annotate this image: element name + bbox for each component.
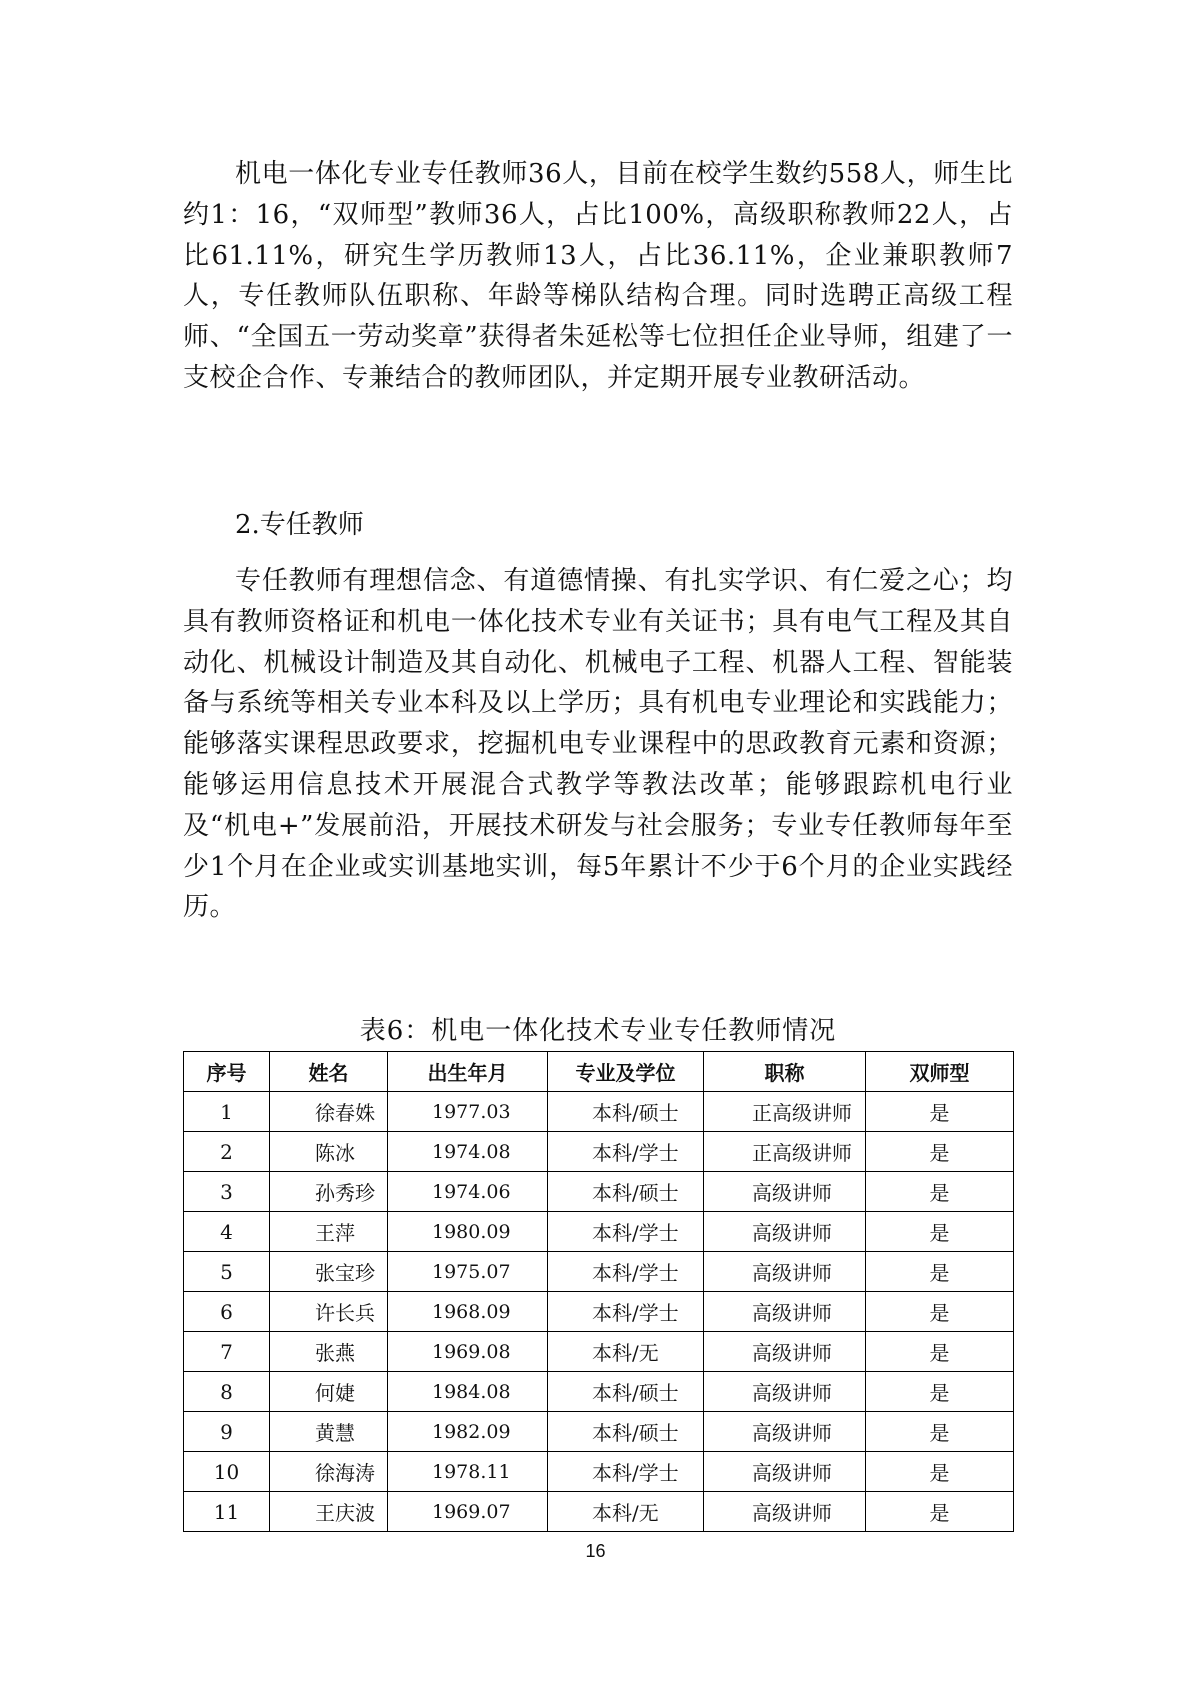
cell-degree: 本科/硕士 [548, 1372, 704, 1412]
cell-dual-qualified: 是 [866, 1172, 1014, 1212]
table-row [184, 1092, 1014, 1132]
cell-degree: 本科/学士 [548, 1292, 704, 1332]
cell-dual-qualified: 是 [866, 1332, 1014, 1372]
table-caption: 表6：机电一体化技术专业专任教师情况 [359, 1016, 837, 1046]
header-title: 职称 [704, 1052, 866, 1092]
cell-name: 徐海涛 [270, 1452, 388, 1492]
paragraph-teacher-requirements: 专任教师有理想信念、有道德情操、有扎实学识、有仁爱之心；均具有教师资格证和机电一体化技术专业有关证书；具有电气工程及其自动化、机械设计制造及其自动化、机械电子工程、机器人工程、智能装备与系统等相关专业本科及以上学历；具有机电专业理论和实践能力；能够落实课程思政要求，挖掘机电专业课程中的思政教育元素和资源；能够运用信息技术开展混合式教学等教法改革；能够跟踪机电行业及“机电+”发展前沿，开展技术研发与社会服务；专业专任教师每年至少1个月在企业或实训基地实训，每5年累计不少于6个月的企业实践经历。 [183, 566, 1013, 923]
cell-dual-qualified: 是 [866, 1292, 1014, 1332]
cell-index: 2 [184, 1132, 270, 1172]
table-row [184, 1172, 1014, 1212]
cell-degree: 本科/无 [548, 1332, 704, 1372]
cell-index: 9 [184, 1412, 270, 1452]
cell-dual-qualified: 是 [866, 1132, 1014, 1172]
cell-title: 高级讲师 [704, 1452, 866, 1492]
table-row [184, 1452, 1014, 1492]
table-row [184, 1252, 1014, 1292]
table-row [184, 1372, 1014, 1412]
cell-title: 高级讲师 [704, 1172, 866, 1212]
table-row [184, 1212, 1014, 1252]
cell-birth: 1968.09 [388, 1292, 548, 1332]
cell-title: 高级讲师 [704, 1412, 866, 1452]
cell-title: 高级讲师 [704, 1492, 866, 1532]
cell-dual-qualified: 是 [866, 1452, 1014, 1492]
cell-index: 8 [184, 1372, 270, 1412]
cell-name: 何婕 [270, 1372, 388, 1412]
cell-name: 孙秀珍 [270, 1172, 388, 1212]
cell-birth: 1975.07 [388, 1252, 548, 1292]
cell-name: 黄慧 [270, 1412, 388, 1452]
header-birth: 出生年月 [388, 1052, 548, 1092]
cell-index: 11 [184, 1492, 270, 1532]
teacher-table [183, 1051, 1014, 1532]
cell-birth: 1974.08 [388, 1132, 548, 1172]
cell-title: 高级讲师 [704, 1212, 866, 1252]
cell-title: 高级讲师 [704, 1292, 866, 1332]
cell-degree: 本科/无 [548, 1492, 704, 1532]
cell-index: 6 [184, 1292, 270, 1332]
cell-title: 高级讲师 [704, 1372, 866, 1412]
header-dual-qualified: 双师型 [866, 1052, 1014, 1092]
cell-name: 王庆波 [270, 1492, 388, 1532]
cell-title: 正高级讲师 [704, 1092, 866, 1132]
table-body [184, 1092, 1014, 1532]
cell-birth: 1969.08 [388, 1332, 548, 1372]
cell-birth: 1980.09 [388, 1212, 548, 1252]
table-row [184, 1492, 1014, 1532]
cell-name: 徐春姝 [270, 1092, 388, 1132]
cell-index: 4 [184, 1212, 270, 1252]
cell-birth: 1978.11 [388, 1452, 548, 1492]
cell-degree: 本科/学士 [548, 1212, 704, 1252]
cell-dual-qualified: 是 [866, 1492, 1014, 1532]
cell-name: 王萍 [270, 1212, 388, 1252]
cell-dual-qualified: 是 [866, 1412, 1014, 1452]
cell-birth: 1974.06 [388, 1172, 548, 1212]
cell-dual-qualified: 是 [866, 1092, 1014, 1132]
cell-index: 5 [184, 1252, 270, 1292]
section-heading-full-time-teachers: 2.专任教师 [235, 510, 364, 540]
cell-title: 高级讲师 [704, 1332, 866, 1372]
header-index: 序号 [184, 1052, 270, 1092]
cell-index: 10 [184, 1452, 270, 1492]
cell-degree: 本科/硕士 [548, 1092, 704, 1132]
cell-name: 张宝珍 [270, 1252, 388, 1292]
cell-birth: 1984.08 [388, 1372, 548, 1412]
cell-dual-qualified: 是 [866, 1372, 1014, 1412]
cell-title: 正高级讲师 [704, 1132, 866, 1172]
cell-birth: 1982.09 [388, 1412, 548, 1452]
table-row [184, 1132, 1014, 1172]
cell-degree: 本科/硕士 [548, 1172, 704, 1212]
cell-birth: 1977.03 [388, 1092, 548, 1132]
header-name: 姓名 [270, 1052, 388, 1092]
header-degree: 专业及学位 [548, 1052, 704, 1092]
cell-name: 张燕 [270, 1332, 388, 1372]
cell-dual-qualified: 是 [866, 1212, 1014, 1252]
paragraph-teacher-team: 机电一体化专业专任教师36人，目前在校学生数约558人，师生比约1：16，“双师型”教师36人，占比100%，高级职称教师22人，占比61.11%，研究生学历教师13人，占比36.11%，企业兼职教师7人，专任教师队伍职称、年龄等梯队结构合理。同时选聘正高级工程师、“全国五一劳动奖章”获得者朱延松等七位担任企业导师，组建了一支校企合作、专兼结合的教师团队，并定期开展专业教研活动。 [183, 159, 1013, 393]
cell-name: 许长兵 [270, 1292, 388, 1332]
cell-index: 3 [184, 1172, 270, 1212]
cell-dual-qualified: 是 [866, 1252, 1014, 1292]
cell-birth: 1969.07 [388, 1492, 548, 1532]
table-row [184, 1292, 1014, 1332]
cell-degree: 本科/学士 [548, 1452, 704, 1492]
cell-index: 1 [184, 1092, 270, 1132]
table-row [184, 1412, 1014, 1452]
cell-degree: 本科/学士 [548, 1132, 704, 1172]
cell-degree: 本科/学士 [548, 1252, 704, 1292]
cell-index: 7 [184, 1332, 270, 1372]
page-number: 16 [585, 1541, 606, 1561]
cell-name: 陈冰 [270, 1132, 388, 1172]
cell-title: 高级讲师 [704, 1252, 866, 1292]
table-row [184, 1332, 1014, 1372]
table-header-row [184, 1052, 1014, 1092]
cell-degree: 本科/硕士 [548, 1412, 704, 1452]
